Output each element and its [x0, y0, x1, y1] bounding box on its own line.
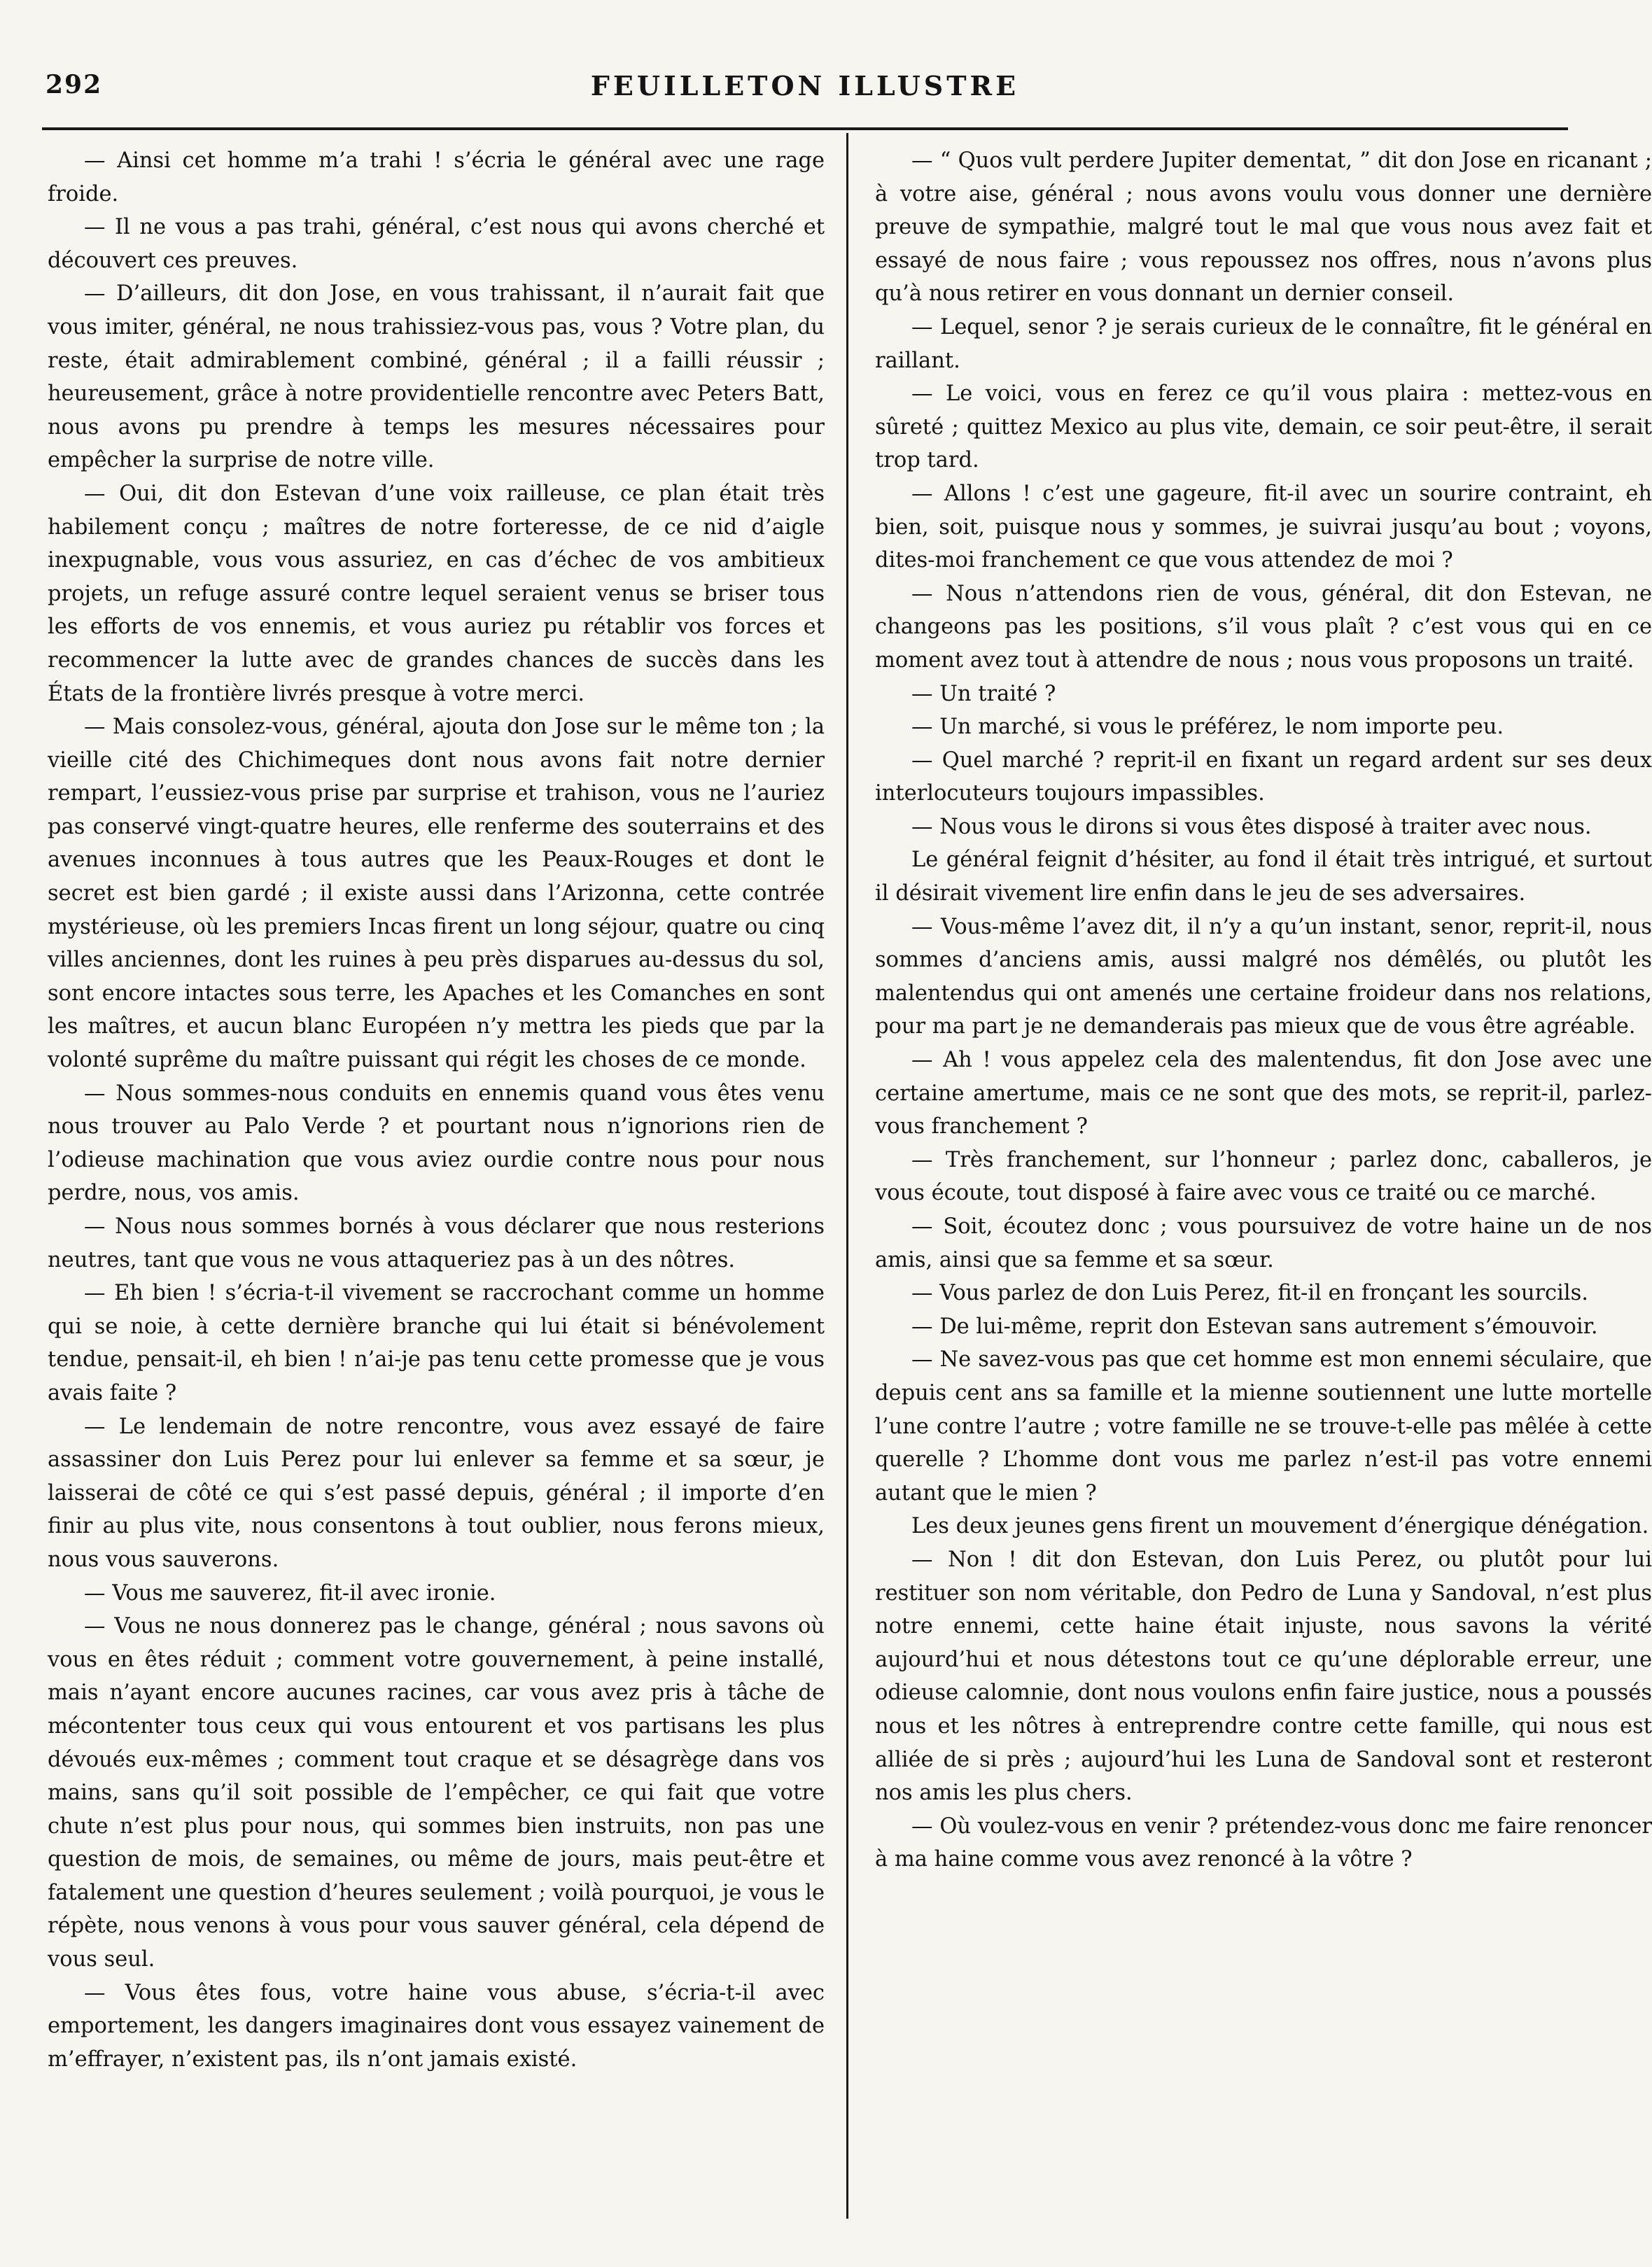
paragraph: — Nous n’attendons rien de vous, général, dit don Estevan, ne changeons pas les positions, s’il vous plaît ? c’est vous qui en ce moment avez tout à attendre de nous ; nous vous proposons un traité. [875, 581, 1652, 673]
paragraph: — Le lendemain de notre rencontre, vous avez essayé de faire assassiner don Luis Perez pour lui enlever sa femme et sa sœur, je laisserai de côté ce qui s’est passé depuis, général ; il importe d’en finir au plus vite, nous consentons à tout oublier, nous ferons mieux, nous vous sauverons. [48, 1414, 825, 1572]
paragraph: — Ainsi cet homme m’a trahi ! s’écria le général avec une rage froide. [48, 148, 825, 206]
paragraph: — Vous me sauverez, fit-il avec ironie. [84, 1580, 496, 1606]
paragraph: — De lui-même, reprit don Estevan sans autrement s’émouvoir. [911, 1314, 1598, 1339]
paragraph: — Ah ! vous appelez cela des malentendus, fit don Jose avec une certaine amertume, mais ce ne sont que des mots, se reprit-il, parlez-vous franchement ? [875, 1048, 1652, 1139]
left-column [48, 144, 825, 2076]
paragraph: — Non ! dit don Estevan, don Luis Perez, ou plutôt pour lui restituer son nom véritable, don Pedro de Luna y Sandoval, n’est plus notre ennemi, cette haine était injuste, nous savons la vérité aujourd’hui et nous détestons tout ce qu’une déplorable erreur, une odieuse calomnie, dont nous voulons enfin faire justice, nous a poussés nous et les nôtres à entreprendre contre cette famille, qui nous est alliée de si près ; aujourd’hui les Luna de Sandoval sont et resteront nos amis les plus chers. [875, 1547, 1652, 1806]
paragraph: — Nous sommes-nous conduits en ennemis quand vous êtes venu nous trouver au Palo Verde ? et pourtant nous n’ignorions rien de l’odieuse machination que vous aviez ourdie contre nous pour nous perdre, nous, vos amis. [48, 1081, 825, 1206]
column-divider [846, 133, 848, 2219]
paragraph: — Très franchement, sur l’honneur ; parlez donc, caballeros, je vous écoute, tout disposé à faire avec vous ce traité ou ce marché. [875, 1147, 1652, 1206]
paragraph: — D’ailleurs, dit don Jose, en vous trahissant, il n’aurait fait que vous imiter, général, ne nous trahissiez-vous pas, vous ? Votre plan, du reste, était admirablement combiné, général ; il a failli réussir ; heureusement, grâce à notre providentielle rencontre avec Peters Batt, nous avons pu prendre à temps les mesures nécessaires pour empêcher la surprise de notre ville. [48, 281, 825, 473]
page-header [42, 70, 1568, 119]
header-rule [42, 127, 1568, 130]
paragraph: — Soit, écoutez donc ; vous poursuivez de votre haine un de nos amis, ainsi que sa femme et sa sœur. [875, 1214, 1652, 1272]
running-title: FEUILLETON ILLUSTRE [590, 70, 1020, 101]
paragraph: — Ne savez-vous pas que cet homme est mon ennemi séculaire, que depuis cent ans sa famille et la mienne soutiennent une lutte mortelle l’une contre l’autre ; votre famille ne se trouve-t-elle pas mêlée à cette querelle ? L’homme dont vous me parlez n’est-il pas votre ennemi autant que le mien ? [875, 1347, 1652, 1506]
paragraph: — “ Quos vult perdere Jupiter dementat, ” dit don Jose en ricanant ; à votre aise, général ; nous avons voulu vous donner une dernière preuve de sympathie, malgré tout le mal que vous nous avez fait et essayé de nous faire ; vous repoussez nos offres, nous n’avons plus qu’à nous retirer en vous donnant un dernier conseil. [875, 148, 1652, 307]
paragraph: — Il ne vous a pas trahi, général, c’est nous qui avons cherché et découvert ces preuves. [48, 215, 825, 273]
paragraph: — Eh bien ! s’écria-t-il vivement se raccrochant comme un homme qui se noie, à cette dernière branche qui lui était si bénévolement tendue, pensait-il, eh bien ! n’ai-je pas tenu cette promesse que je vous avais faite ? [48, 1281, 825, 1405]
paragraph: — Nous nous sommes bornés à vous déclarer que nous resterions neutres, tant que vous ne vous attaqueriez pas à un des nôtres. [48, 1214, 825, 1272]
paragraph: — Vous êtes fous, votre haine vous abuse, s’écria-t-il avec emportement, les dangers imaginaires dont vous essayez vainement de m’effrayer, n’existent pas, ils n’ont jamais existé. [48, 1980, 825, 2072]
paragraph: Le général feignit d’hésiter, au fond il était très intrigué, et surtout il désirait vivement lire enfin dans le jeu de ses adversaires. [875, 848, 1652, 906]
paragraph: — Le voici, vous en ferez ce qu’il vous plaira : mettez-vous en sûreté ; quittez Mexico au plus vite, demain, ce soir peut-être, il serait trop tard. [875, 381, 1652, 473]
paragraph: — Lequel, senor ? je serais curieux de le connaître, fit le général en raillant. [875, 314, 1652, 373]
paragraph: — Allons ! c’est une gageure, fit-il avec un sourire contraint, eh bien, soit, puisque nous y sommes, je suivrai jusqu’au bout ; voyons, dites-moi franchement ce que vous attendez de moi ? [875, 481, 1652, 573]
paragraph: — Un traité ? [911, 681, 1056, 706]
paragraph: — Où voulez-vous en venir ? prétendez-vous donc me faire renoncer à ma haine comme vous avez renoncé à la vôtre ? [875, 1813, 1652, 1872]
paragraph: — Quel marché ? reprit-il en fixant un regard ardent sur ses deux interlocuteurs toujours impassibles. [875, 748, 1652, 806]
paragraph: — Vous parlez de don Luis Perez, fit-il en fronçant les sourcils. [911, 1281, 1588, 1306]
paragraph: — Vous ne nous donnerez pas le change, général ; nous savons où vous en êtes réduit ; comment votre gouvernement, à peine installé, mais n’ayant encore aucunes racines, car vous avez pris à tâche de mécontenter tous ceux qui vous entourent et vos partisans les plus dévoués eux-mêmes ; comment tout craque et se désagrège dans vos mains, sans qu’il soit possible de l’empêcher, ce qui fait que votre chute n’est plus pour nous, qui sommes bien instruits, non pas une question de mois, de semaines, ou même de jours, mais peut-être et fatalement une question d’heures seulement ; voilà pourquoi, je vous le répète, nous venons à vous pour vous sauver général, cela dépend de vous seul. [48, 1614, 825, 1972]
paragraph: — Vous-même l’avez dit, il n’y a qu’un instant, senor, reprit-il, nous sommes d’anciens amis, aussi malgré nos démêlés, ou plutôt les malentendus qui ont amenés une certaine froideur dans nos relations, pour ma part je ne demanderais pas mieux que de vous être agréable. [875, 914, 1652, 1039]
paragraph: Les deux jeunes gens firent un mouvement d’énergique dénégation. [911, 1514, 1649, 1539]
paragraph: — Un marché, si vous le préférez, le nom importe peu. [911, 715, 1504, 740]
paragraph: — Nous vous le dirons si vous êtes disposé à traiter avec nous. [911, 814, 1592, 839]
page-number: 292 [46, 70, 103, 99]
paragraph: — Mais consolez-vous, général, ajouta don Jose sur le même ton ; la vieille cité des Chichimeques dont nous avons fait notre dernier rempart, l’eussiez-vous prise par surprise et trahison, vous ne l’auriez pas conservé vingt-quatre heures, elle renferme des souterrains et des avenues inconnues à tous autres que les Peaux-Rouges et dont le secret est bien gardé ; il existe aussi dans l’Arizonna, cette contrée mystérieuse, où les premiers Incas firent un long séjour, quatre ou cinq villes anciennes, dont les ruines à peu près disparues au-dessus du sol, sont encore intactes sous terre, les Apaches et les Comanches en sont les maîtres, et aucun blanc Européen n’y mettra les pieds que par la volonté suprême du maître puissant qui régit les choses de ce monde. [48, 715, 825, 1073]
right-column [875, 144, 1652, 1876]
paragraph: — Oui, dit don Estevan d’une voix railleuse, ce plan était très habilement conçu ; maîtres de notre forteresse, de ce nid d’aigle inexpugnable, vous vous assuriez, en cas d’échec de vos ambitieux projets, un refuge assuré contre lequel seraient venus se briser tous les efforts de vos ennemis, et vous auriez pu rétablir vos forces et recommencer la lutte avec de grandes chances de succès dans les États de la frontière livrés presque à votre merci. [48, 481, 825, 706]
